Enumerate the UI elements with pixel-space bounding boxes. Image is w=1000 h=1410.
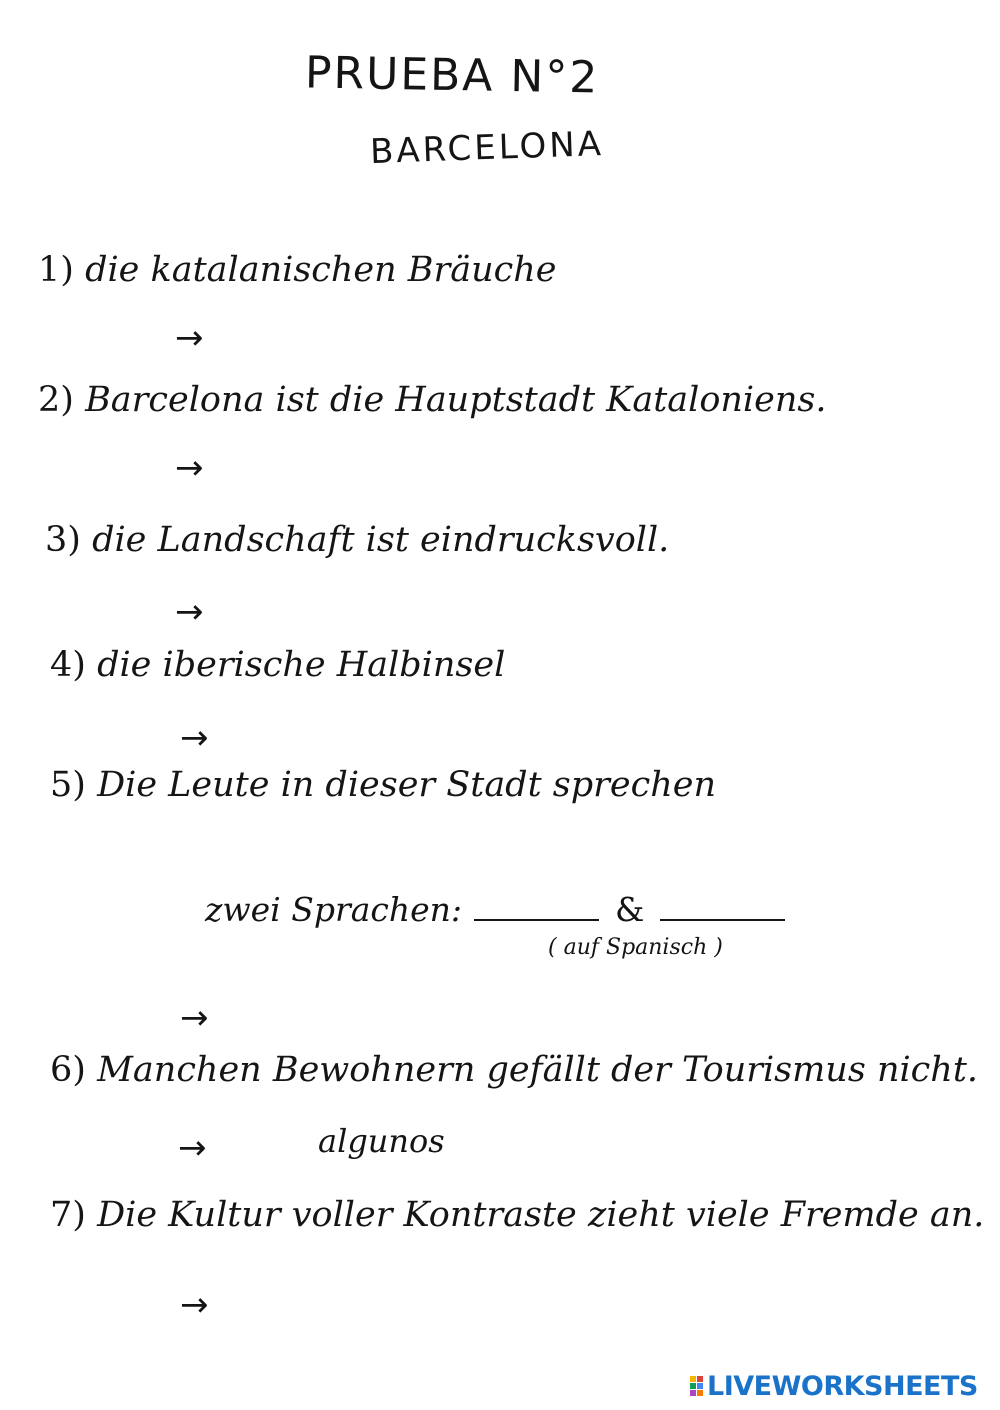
logo-mark-cell <box>690 1383 696 1389</box>
item-number: 7) <box>50 1195 86 1235</box>
item-text: die Landschaft ist eindrucksvoll. <box>92 520 670 560</box>
item-text: Die Leute in dieser Stadt sprechen <box>97 765 716 805</box>
answer-arrow-icon: → <box>175 592 204 632</box>
logo-mark-cell <box>690 1376 696 1382</box>
exercise-item-3 <box>45 520 669 560</box>
exercise-item-6 <box>50 1050 978 1090</box>
item-number: 2) <box>38 380 74 420</box>
answer-arrow-icon: → <box>175 318 204 358</box>
item-text: Barcelona ist die Hauptstadt Kataloniens. <box>85 380 827 420</box>
exercise-item-2 <box>38 380 826 420</box>
answer-arrow-icon: → <box>180 718 209 758</box>
answer-blank-2[interactable] <box>660 891 785 921</box>
liveworksheets-logo-icon <box>690 1376 703 1396</box>
exercise-item-4 <box>50 645 505 685</box>
answer-arrow-icon: → <box>175 448 204 488</box>
spanish-hint: ( auf Spanisch ) <box>548 935 723 960</box>
item-number: 1) <box>38 250 74 290</box>
languages-label: zwei Sprachen: <box>205 890 463 929</box>
liveworksheets-logo <box>690 1370 978 1402</box>
item-number: 3) <box>45 520 81 560</box>
languages-prompt <box>205 890 797 929</box>
exercise-item-7 <box>50 1195 984 1235</box>
answer-arrow-icon: → <box>180 1285 209 1325</box>
vocabulary-gloss: algunos <box>318 1122 445 1160</box>
answer-arrow-icon: → <box>180 998 209 1038</box>
item-number: 4) <box>50 645 86 685</box>
item-text: Manchen Bewohnern gefällt der Tourismus nicht. <box>97 1050 979 1090</box>
worksheet-subtitle: BARCELONA <box>369 123 605 173</box>
item-number: 6) <box>50 1050 86 1090</box>
logo-mark-cell <box>690 1390 696 1396</box>
item-text: die iberische Halbinsel <box>97 645 506 685</box>
conjunction: & <box>615 890 645 929</box>
worksheet-title: PRUEBA N°2 <box>304 47 600 104</box>
item-text: Die Kultur voller Kontraste zieht viele Fremde an. <box>97 1195 985 1235</box>
answer-blank-1[interactable] <box>474 891 599 921</box>
item-number: 5) <box>50 765 86 805</box>
logo-mark-cell <box>697 1390 703 1396</box>
answer-arrow-icon: → <box>178 1128 207 1168</box>
item-text: die katalanischen Bräuche <box>85 250 557 290</box>
exercise-item-5 <box>50 765 716 805</box>
exercise-item-1 <box>38 250 557 290</box>
logo-mark-cell <box>697 1383 703 1389</box>
logo-text: LIVEWORKSHEETS <box>707 1370 978 1402</box>
logo-mark-cell <box>697 1376 703 1382</box>
